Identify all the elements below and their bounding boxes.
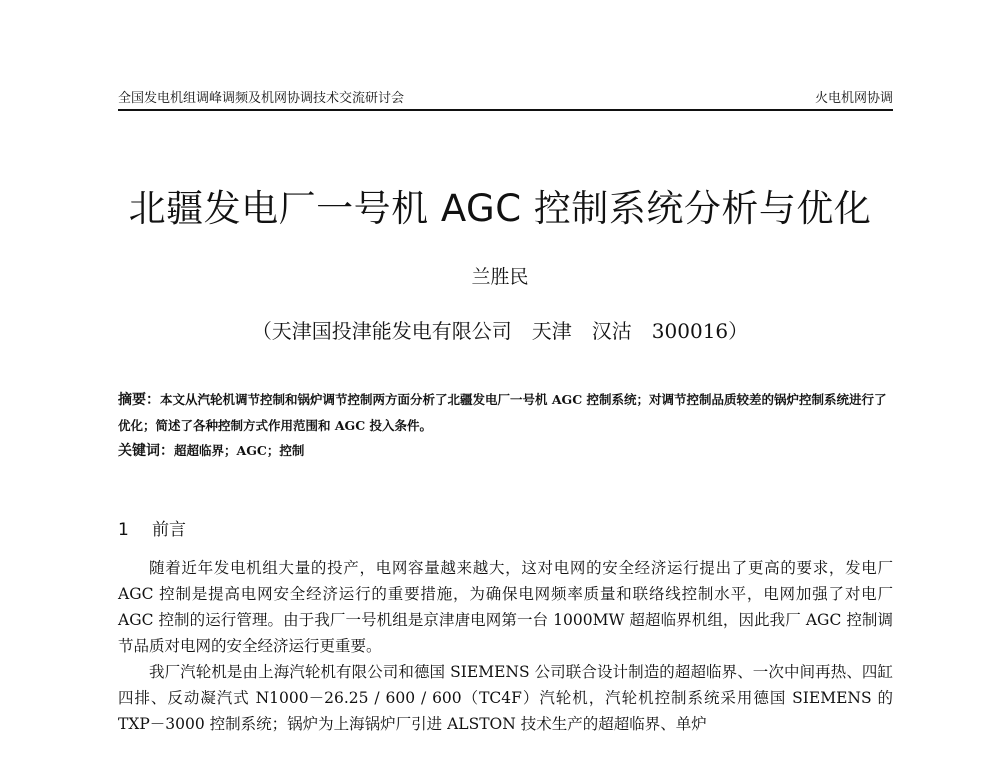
paper-affiliation: （天津国投津能发电有限公司 天津 汉沽 300016） [251,319,749,343]
abstract-label: 摘要： [118,392,160,408]
section-number: 1 [118,520,129,540]
keywords-label: 关键词： [118,443,174,459]
paper-title: 北疆发电厂一号机 AGC 控制系统分析与优化 [128,187,872,230]
abstract-block [118,387,893,464]
section-heading [118,515,186,540]
paper-author: 兰胜民 [471,266,529,288]
paragraph: 我厂汽轮机是由上海汽轮机有限公司和德国 SIEMENS 公司联合设计制造的超超临界、一次中间再热、四缸四排、反动凝汽式 N1000－26.25 / 600 / 600（TC4F）汽轮机，汽轮机控制系统采用德国 SIEMENS 的 TXP－3000 控制系统；锅炉为上海锅炉厂引进 ALSTON 技术生产的超超临界、单炉 [118,663,893,733]
abstract-text: 本文从汽轮机调节控制和锅炉调节控制两方面分析了北疆发电厂一号机 AGC 控制系统；对调节控制品质较差的锅炉控制系统进行了优化；简述了各种控制方式作用范围和 AGC 投入条件。 [118,392,887,433]
running-header [118,84,893,111]
header-category: 火电机网协调 [814,91,893,106]
keywords [118,438,893,464]
abstract [118,387,893,438]
body-text [118,555,893,737]
header-conference: 全国发电机组调峰调频及机网协调技术交流研讨会 [118,91,405,106]
keywords-text: 超超临界；AGC；控制 [174,443,305,458]
paragraph: 随着近年发电机组大量的投产，电网容量越来越大，这对电网的安全经济运行提出了更高的要求，发电厂 AGC 控制是提高电网安全经济运行的重要措施，为确保电网频率质量和联络线控制水平，电网加强了对电厂 AGC 控制的运行管理。由于我厂一号机组是京津唐电网第一台 1000MW 超超临界机组，因此我厂 AGC 控制调节品质对电网的安全经济运行更重要。 [118,559,893,655]
section-title: 前言 [152,520,186,540]
